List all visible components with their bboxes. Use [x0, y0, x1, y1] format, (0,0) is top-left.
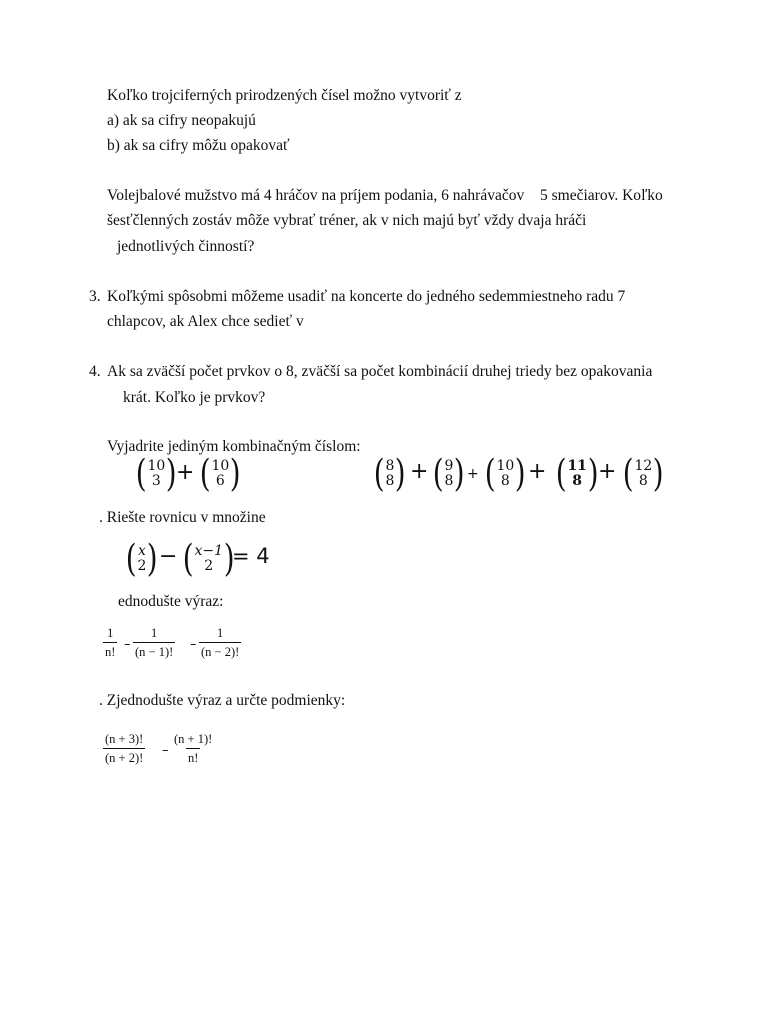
minus-sign: –	[162, 743, 169, 758]
binomial-11-8: ( 11 8 )	[555, 452, 599, 495]
task4-number: 4.	[89, 363, 101, 380]
task2-line1-end: 5 smečiarov. Koľko	[540, 187, 663, 204]
minus-sign: −	[159, 544, 178, 569]
minus-sign: –	[124, 637, 131, 652]
binomial-9-8: ( 9 8 )	[432, 452, 465, 495]
minus-sign: –	[190, 637, 197, 652]
fraction-1-over-n-factorial: $\frac{1}{n!}$	[105, 626, 116, 659]
binomial-12-8: ( 12 8 )	[622, 452, 664, 495]
fraction-n-plus-1-over-n: $\frac{(n + 1)!}{n!}$	[174, 732, 213, 765]
plus-sign: +	[528, 459, 547, 484]
task2-line2: šesťčlenných zostáv môže vybrať tréner, ak v nich majú byť vždy dvaja hráči	[107, 212, 587, 229]
fraction-1-over-n-minus-1-factorial: $\frac{1}{(n - 1)!}$	[135, 626, 174, 659]
binomial-10-3: ( 10 3 )	[135, 452, 177, 495]
binomial-x-minus-1-2: ( x−1 2 )	[182, 537, 235, 580]
plus-sign: +	[598, 459, 617, 484]
binomial-x-2: ( x 2 )	[125, 537, 158, 580]
fraction-1-over-n-minus-2-factorial: $\frac{1}{(n - 2)!}$	[201, 626, 240, 659]
plus-sign: +	[176, 460, 195, 485]
task1-part-a: a) ak sa cifry neopakujú	[107, 112, 256, 129]
binomial-10-6: ( 10 6 )	[199, 452, 241, 495]
task3-line2: chlapcov, ak Alex chce sedieť v	[107, 313, 304, 330]
task1-question: Koľko trojciferných prirodzených čísel možno vytvoriť z	[107, 87, 462, 104]
binomial-10-8: ( 10 8 )	[484, 452, 526, 495]
task3-line1: Koľkými spôsobmi môžeme usadiť na koncerte do jedného sedemmiestneho radu 7	[107, 288, 626, 305]
equation-rhs: = 4	[232, 544, 270, 568]
task6-title: . Riešte rovnicu v množine	[99, 509, 266, 526]
binomial-8-8: ( 8 8 )	[373, 452, 406, 495]
task7-title: ednodušte výraz:	[118, 593, 224, 610]
fraction-n-plus-3-over-n-plus-2: $\frac{(n + 3)!}{(n + 2)!}$	[105, 732, 144, 765]
task2-line3: jednotlivých činností?	[117, 238, 255, 255]
plus-sign: +	[467, 466, 479, 482]
task8-title: . Zjednodušte výraz a určte podmienky:	[99, 692, 346, 709]
task4-line2: krát. Koľko je prvkov?	[123, 389, 266, 406]
task2-line1: Volejbalové mužstvo má 4 hráčov na príjem podania, 6 nahrávačov	[107, 187, 525, 204]
task4-line1: Ak sa zväčší počet prvkov o 8, zväčší sa počet kombinácií druhej triedy bez opakovania	[107, 363, 653, 380]
plus-sign: +	[410, 459, 429, 484]
task1-part-b: b) ak sa cifry môžu opakovať	[107, 137, 290, 154]
task3-number: 3.	[89, 288, 101, 305]
task5-title: Vyjadrite jediným kombinačným číslom:	[107, 438, 361, 455]
